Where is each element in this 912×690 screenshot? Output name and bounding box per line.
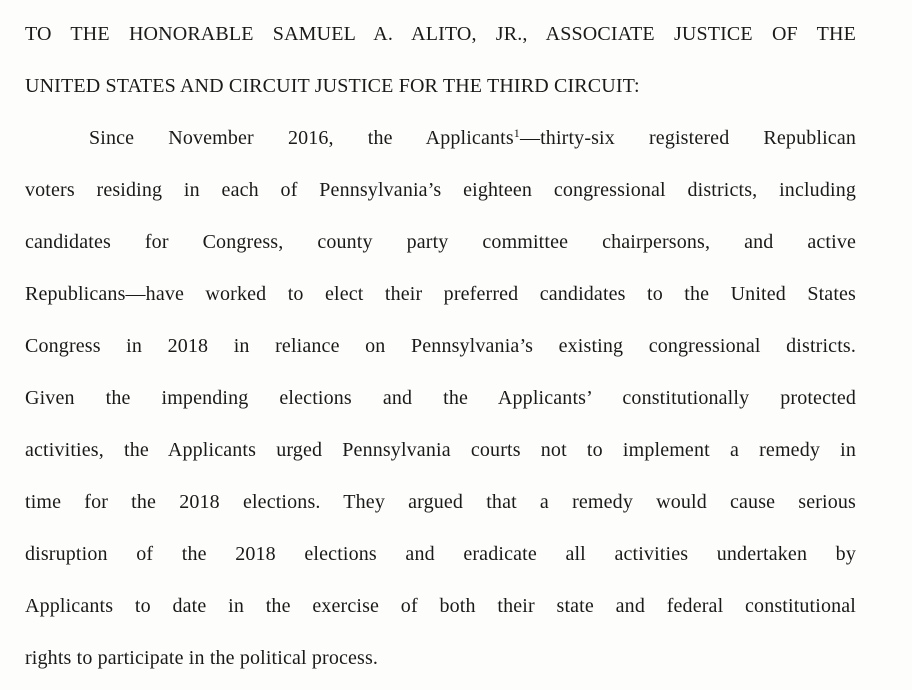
body-line-5: Congress in 2018 in reliance on Pennsylvania’s existing congressional districts. [25,335,856,357]
body-line-8: time for the 2018 elections. They argued that a remedy would cause serious [25,491,856,513]
footnote-marker[interactable]: 1 [513,126,520,140]
body-line-1-end: —thirty-six registered Republican [519,127,856,149]
body-line-9: disruption of the 2018 elections and eradicate all activities undertaken by [25,543,856,565]
body-line-10: Applicants to date in the exercise of both their state and federal constitutional [25,595,856,617]
body-line-4: Republicans—have worked to elect their preferred candidates to the United States [25,283,856,305]
body-line-6: Given the impending elections and the Applicants’ constitutionally protected [25,387,856,409]
body-line-3: candidates for Congress, county party committee chairpersons, and active [25,231,856,253]
body-line-2: voters residing in each of Pennsylvania’s eighteen congressional districts, including [25,179,856,201]
body-line-11: rights to participate in the political process. [25,647,379,669]
address-line-2: UNITED STATES AND CIRCUIT JUSTICE FOR THE THIRD CIRCUIT: [25,75,640,97]
address-line-1: TO THE HONORABLE SAMUEL A. ALITO, JR., ASSOCIATE JUSTICE OF THE [25,23,856,45]
body-line-1 [89,126,856,150]
body-line-7: activities, the Applicants urged Pennsylvania courts not to implement a remedy in [25,439,856,461]
body-line-1-start: Since November 2016, the Applicants [89,127,514,149]
